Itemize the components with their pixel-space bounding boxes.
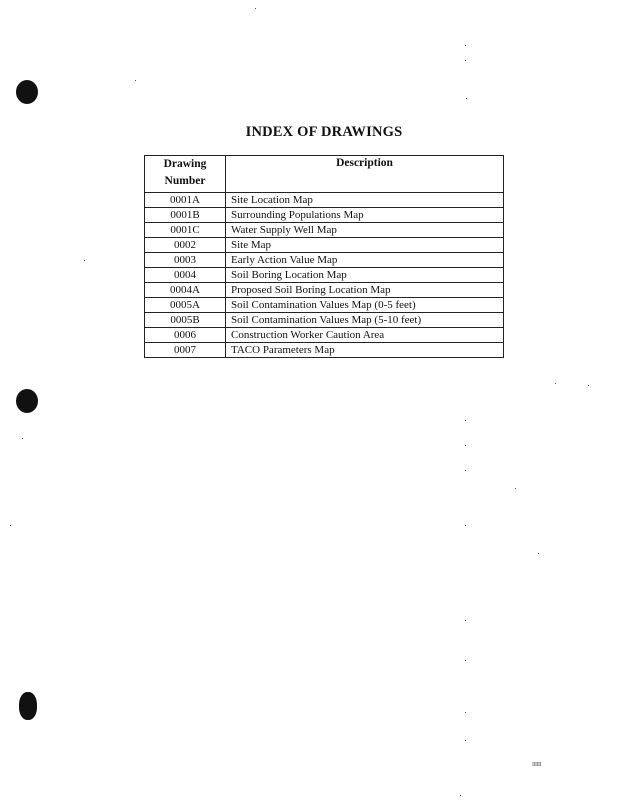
drawing-number-cell: 0001A xyxy=(145,193,226,208)
table-header-row xyxy=(145,156,504,193)
drawing-number-cell: 0003 xyxy=(145,253,226,268)
scan-speck xyxy=(465,740,466,741)
description-cell: Soil Contamination Values Map (0-5 feet) xyxy=(226,298,504,313)
scan-speck xyxy=(465,420,466,421)
scan-speck xyxy=(465,470,466,471)
drawing-number-cell: 0004A xyxy=(145,283,226,298)
scan-speck xyxy=(465,712,466,713)
scan-mark: IIIIII xyxy=(532,762,541,768)
scan-speck xyxy=(555,383,556,384)
description-cell: Construction Worker Caution Area xyxy=(226,328,504,343)
scan-speck xyxy=(465,660,466,661)
scan-speck xyxy=(255,8,256,9)
drawings-index-table xyxy=(144,155,504,358)
drawing-number-cell: 0006 xyxy=(145,328,226,343)
description-header: Description xyxy=(226,156,504,193)
drawing-number-cell: 0005B xyxy=(145,313,226,328)
scan-speck xyxy=(538,553,539,554)
table-row xyxy=(145,298,504,313)
table-row xyxy=(145,343,504,358)
description-cell: Water Supply Well Map xyxy=(226,223,504,238)
scan-speck xyxy=(465,60,466,61)
scan-speck xyxy=(466,98,467,99)
scan-speck xyxy=(588,385,589,386)
header-drawing-label: Drawing xyxy=(163,158,207,170)
scan-speck xyxy=(10,525,11,526)
scan-speck xyxy=(460,795,461,796)
drawing-number-cell: 0001C xyxy=(145,223,226,238)
description-cell: Early Action Value Map xyxy=(226,253,504,268)
table-row xyxy=(145,193,504,208)
drawing-number-cell: 0005A xyxy=(145,298,226,313)
description-cell: Site Map xyxy=(226,238,504,253)
table-row xyxy=(145,268,504,283)
scan-speck xyxy=(22,438,23,439)
description-cell: Proposed Soil Boring Location Map xyxy=(226,283,504,298)
scan-speck xyxy=(465,620,466,621)
header-number-label: Number xyxy=(164,175,206,187)
drawing-number-header xyxy=(145,156,226,193)
table-row xyxy=(145,223,504,238)
description-cell: TACO Parameters Map xyxy=(226,343,504,358)
description-cell: Soil Contamination Values Map (5-10 feet) xyxy=(226,313,504,328)
table-body xyxy=(145,193,504,358)
table-row xyxy=(145,328,504,343)
drawing-number-cell: 0001B xyxy=(145,208,226,223)
scan-speck xyxy=(515,488,516,489)
drawing-number-cell: 0007 xyxy=(145,343,226,358)
page-title: INDEX OF DRAWINGS xyxy=(245,124,403,140)
table-row xyxy=(145,283,504,298)
punch-hole-bottom xyxy=(19,692,37,720)
table-row xyxy=(145,253,504,268)
description-cell: Site Location Map xyxy=(226,193,504,208)
scan-speck xyxy=(465,45,466,46)
punch-hole-top xyxy=(16,80,38,104)
drawing-number-cell: 0004 xyxy=(145,268,226,283)
table-row xyxy=(145,238,504,253)
description-cell: Surrounding Populations Map xyxy=(226,208,504,223)
punch-hole-middle xyxy=(16,389,38,413)
scan-speck xyxy=(84,260,85,261)
drawing-number-cell: 0002 xyxy=(145,238,226,253)
scan-speck xyxy=(135,80,136,81)
table-row xyxy=(145,208,504,223)
scan-speck xyxy=(465,525,466,526)
description-cell: Soil Boring Location Map xyxy=(226,268,504,283)
table-row xyxy=(145,313,504,328)
scan-speck xyxy=(465,445,466,446)
